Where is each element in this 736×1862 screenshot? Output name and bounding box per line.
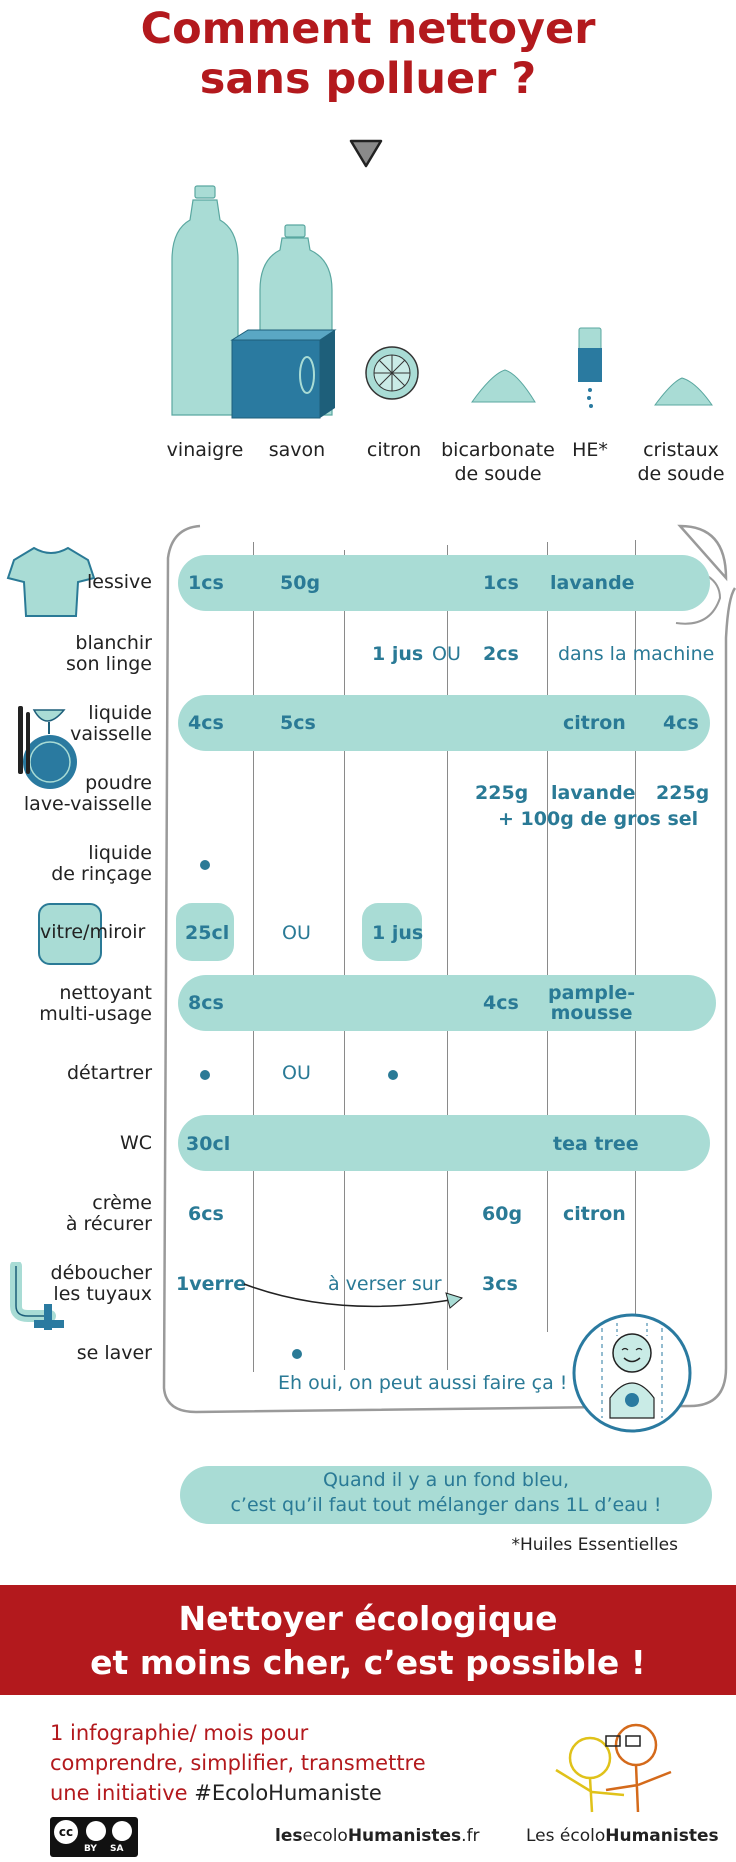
note-blanchir: dans la machine [558,643,715,665]
citron-icon [366,347,418,399]
cell-deboucher-vinaigre: 1verre [176,1273,247,1295]
cell-multi-he: pample- mousse [548,982,636,1024]
savon-box-icon [232,330,335,418]
cell-poudre-he: lavande [551,782,636,804]
products-illustration [160,180,730,430]
row-label-creme: crème à récurer [65,1192,152,1235]
or-separator: OU [432,643,461,665]
cell-vaisselle-savon: 5cs [280,712,316,734]
col-header-vinaigre: vinaigre [166,439,244,461]
cell-vaisselle-cristaux: 4cs [663,712,699,734]
cell-poudre-cristaux: 225g [656,782,710,804]
note-laver: Eh oui, on peut aussi faire ça ! [278,1372,568,1394]
cell-multi-vinaigre: 8cs [188,992,224,1014]
or-separator: OU [282,1062,311,1084]
cell-poudre-bicarbonate: 225g [475,782,529,804]
note-poudre-sel: + 100g de gros sel [498,808,699,830]
vinaigre-bottle-icon [172,186,238,415]
cristaux-pile-icon [655,378,712,405]
grid-line [547,542,548,1332]
mix-band-vaisselle [178,695,710,751]
cell-vitre-citron: 1 jus [372,922,424,944]
grid-line [253,542,254,1372]
dot-rincage-vinaigre [200,860,210,870]
row-label-multi: nettoyant multi-usage [39,982,152,1025]
row-label-deboucher: déboucher les tuyaux [50,1262,152,1305]
he-vial-icon [578,328,602,408]
cell-creme-bicarbonate: 60g [482,1203,523,1225]
footer-tagline: 1 infographie/ mois pour comprendre, simplifier, transmettre une initiative #EcoloHumaniste [50,1721,426,1805]
mix-band-multi [178,975,716,1031]
row-label-lessive: lessive [87,571,152,593]
row-label-blanchir: blanchir son linge [66,632,152,675]
shower-character-illustration [572,1308,692,1438]
cell-wc-vinaigre: 30cl [186,1133,231,1155]
cc-icon: cc [54,1820,78,1844]
cc-license-badge[interactable] [50,1817,138,1857]
dot-detartrer-citron [388,1070,398,1080]
curved-arrow-icon [240,1280,470,1320]
footnote: *Huiles Essentielles [511,1535,678,1555]
cell-blanchir-bicarbonate: 2cs [483,643,519,665]
col-header-he: HE* [572,439,608,461]
brand-name: Les écoloHumanistes [526,1826,719,1846]
cell-wc-he: tea tree [553,1133,639,1155]
row-label-wc: WC [119,1132,152,1154]
cell-creme-he: citron [563,1203,626,1225]
cell-lessive-savon: 50g [280,572,321,594]
row-label-vitre: vitre/miroir [40,921,146,943]
cell-lessive-he: lavande [550,572,635,594]
cell-vaisselle-he: citron [563,712,626,734]
dot-detartrer-vinaigre [200,1070,210,1080]
ecolohumanistes-logo-illustration [546,1700,686,1815]
cell-lessive-vinaigre: 1cs [188,572,224,594]
cell-blanchir-citron: 1 jus [372,643,424,665]
cell-deboucher-bicarbonate: 3cs [482,1273,518,1295]
cell-lessive-bicarbonate: 1cs [483,572,519,594]
grid-line [447,545,448,1370]
col-header-cristaux: cristaux de soude [637,439,725,485]
dot-laver-savon [292,1349,302,1359]
license-text: BY SA [84,1844,124,1854]
cell-multi-bicarbonate: 4cs [483,992,519,1014]
col-header-citron: citron [366,439,422,461]
row-label-poudre: poudre lave-vaisselle [23,772,152,815]
cell-vaisselle-vinaigre: 4cs [188,712,224,734]
page-title [0,4,736,104]
down-arrow-icon [348,138,384,170]
grid-line [344,550,345,1370]
website-link[interactable]: lesecoloHumanistes.fr [275,1826,480,1846]
row-label-laver: se laver [76,1342,152,1364]
cell-vitre-vinaigre: 25cl [185,922,230,944]
note-deboucher: à verser sur [328,1273,442,1295]
row-label-rincage: liquide de rinçage [51,842,152,885]
info-band-text: Quand il y a un fond bleu, c’est qu’il faut tout mélanger dans 1L d’eau ! [230,1469,662,1516]
conclusion-banner: Nettoyer écologique et moins cher, c’est possible ! [0,1585,736,1695]
col-header-bicarbonate: bicarbonate de soude [441,439,555,485]
cell-creme-vinaigre: 6cs [188,1203,224,1225]
col-header-savon: savon [268,439,326,461]
by-icon [86,1821,106,1841]
row-label-vaisselle: liquide vaisselle [70,702,152,745]
title-line-2: sans polluer ? [199,54,537,104]
sa-icon [112,1821,132,1841]
row-label-detartrer: détartrer [67,1062,152,1084]
title-line-1: Comment nettoyer [140,4,596,54]
or-separator: OU [282,922,311,944]
bicarbonate-pile-icon [472,370,535,402]
